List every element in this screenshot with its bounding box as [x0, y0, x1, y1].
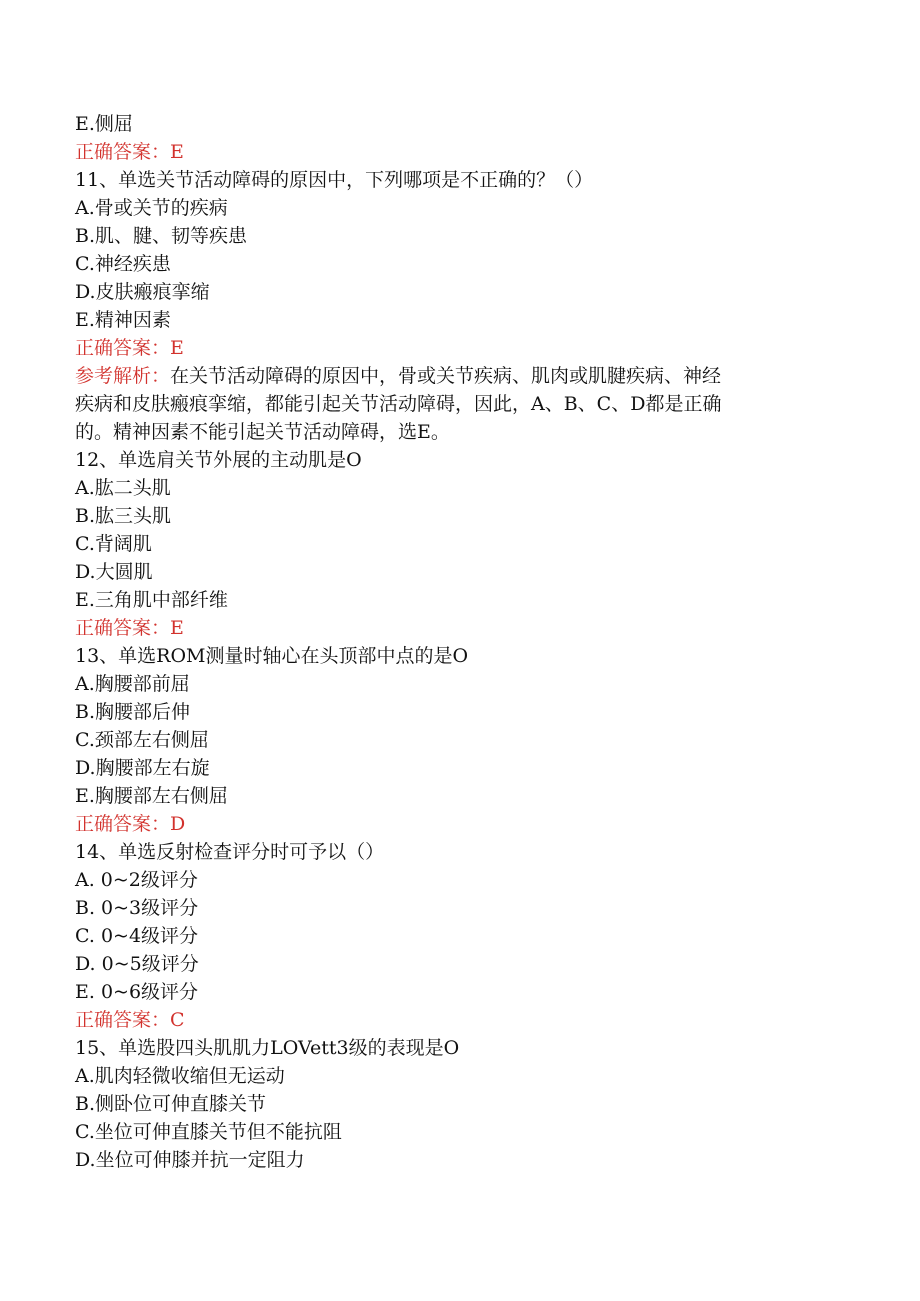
answer-label: 正确答案：: [75, 813, 171, 835]
q13-answer: [75, 810, 845, 838]
answer-value: E: [170, 337, 184, 359]
answer-line: [75, 138, 845, 166]
analysis-label: 参考解析：: [75, 365, 171, 387]
q11-analysis-line-1: [75, 362, 845, 390]
q15-option-b: B.侧卧位可伸直膝关节: [75, 1093, 267, 1115]
q11-option-e: E.精神因素: [75, 309, 171, 331]
answer-value: D: [170, 813, 186, 835]
q15-option-a: A.肌肉轻微收缩但无运动: [75, 1065, 285, 1087]
q13-option-c: C.颈部左右侧屈: [75, 729, 209, 751]
answer-label: 正确答案：: [75, 337, 171, 359]
q14-option-e: E. 0~6级评分: [75, 981, 199, 1003]
q13-option-a: A.胸腰部前屈: [75, 673, 190, 695]
q12-option-e: E.三角肌中部纤维: [75, 589, 228, 611]
q14-answer: [75, 1006, 845, 1034]
answer-label: 正确答案：: [75, 1009, 171, 1031]
q11-option-b: B.肌、腱、韧等疾患: [75, 225, 248, 247]
q11-option-c: C.神经疾患: [75, 253, 171, 275]
question-13-stem: 13、单选ROM测量时轴心在头顶部中点的是O: [75, 645, 469, 667]
analysis-text: 在关节活动障碍的原因中，骨或关节疾病、肌肉或肌腱疾病、神经: [170, 365, 722, 387]
q11-answer: [75, 334, 845, 362]
q11-option-d: D.皮肤瘢痕挛缩: [75, 281, 210, 303]
q14-option-a: A. 0~2级评分: [75, 869, 198, 891]
q14-option-d: D. 0~5级评分: [75, 953, 199, 975]
q14-option-b: B. 0~3级评分: [75, 897, 199, 919]
q13-option-d: D.胸腰部左右旋: [75, 757, 210, 779]
answer-label: 正确答案：: [75, 617, 171, 639]
q15-option-c: C.坐位可伸直膝关节但不能抗阻: [75, 1121, 342, 1143]
option-e: E.侧屈: [75, 113, 133, 135]
q11-option-a: A.骨或关节的疾病: [75, 197, 228, 219]
question-11-stem: 11、单选关节活动障碍的原因中，下列哪项是不正确的？（）: [75, 169, 594, 191]
answer-label: 正确答案：: [75, 141, 171, 163]
question-12-stem: 12、单选肩关节外展的主动肌是O: [75, 449, 362, 471]
q14-option-c: C. 0~4级评分: [75, 925, 199, 947]
question-15-stem: 15、单选股四头肌肌力LOVett3级的表现是O: [75, 1037, 460, 1059]
answer-value: E: [170, 617, 184, 639]
document-page: [75, 110, 845, 1174]
q11-analysis-line-3: 的。精神因素不能引起关节活动障碍，选E。: [75, 421, 450, 443]
q11-analysis-line-2: 疾病和皮肤瘢痕挛缩，都能引起关节活动障碍，因此，A、B、C、D都是正确: [75, 393, 722, 415]
q13-option-b: B.胸腰部后伸: [75, 701, 191, 723]
q12-option-a: A.肱二头肌: [75, 477, 171, 499]
answer-value: C: [170, 1009, 185, 1031]
q12-option-d: D.大圆肌: [75, 561, 153, 583]
q13-option-e: E.胸腰部左右侧屈: [75, 785, 228, 807]
q15-option-d: D.坐位可伸膝并抗一定阻力: [75, 1149, 305, 1171]
q12-option-c: C.背阔肌: [75, 533, 152, 555]
question-14-stem: 14、单选反射检查评分时可予以（）: [75, 841, 385, 863]
q12-answer: [75, 614, 845, 642]
answer-value: E: [170, 141, 184, 163]
q12-option-b: B.肱三头肌: [75, 505, 172, 527]
